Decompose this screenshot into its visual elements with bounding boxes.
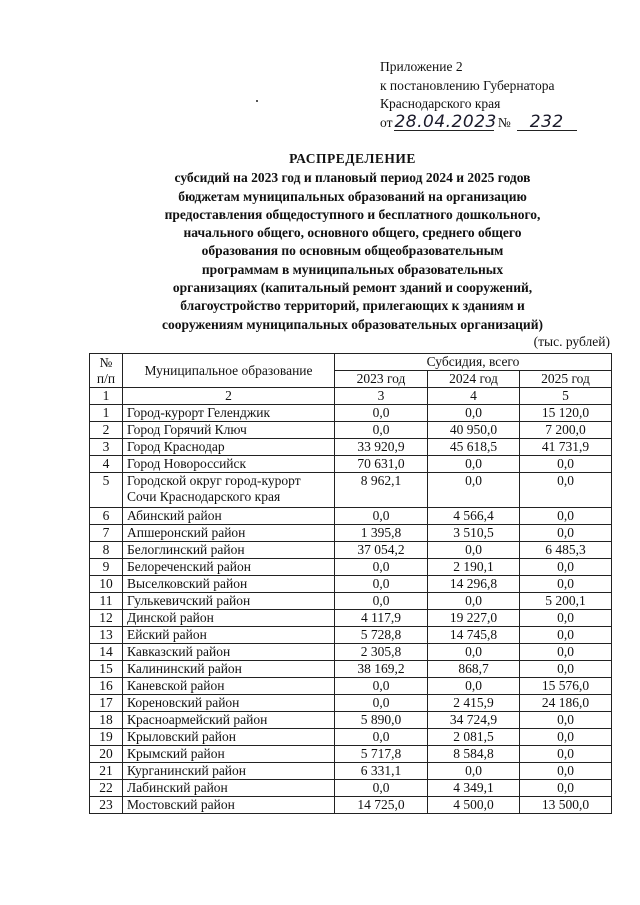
header-2024: 2024 год [428,371,520,388]
value-2025: 0,0 [520,729,612,746]
value-2025: 5 200,1 [520,593,612,610]
value-2025: 15 120,0 [520,405,612,422]
row-number: 2 [90,422,123,439]
value-2023: 2 305,8 [335,644,428,661]
table-row [90,610,612,627]
municipality-name: Город Краснодар [123,439,335,456]
row-number: 14 [90,644,123,661]
title-line: программам в муниципальных образовательных [201,261,504,277]
value-2024: 0,0 [428,678,520,695]
handwritten-number: 232 [517,114,577,131]
value-2025: 0,0 [520,763,612,780]
value-2023: 0,0 [335,422,428,439]
row-number: 9 [90,559,123,576]
index-cell: 3 [335,388,428,405]
scan-speck [256,100,258,102]
row-number: 8 [90,542,123,559]
appendix-block [380,58,630,134]
subsidy-table [89,353,612,814]
value-2024: 4 500,0 [428,797,520,814]
title-line: благоустройство территорий, прилегающих к зданиям и [180,298,525,314]
value-2023: 14 725,0 [335,797,428,814]
value-2023: 0,0 [335,508,428,525]
value-2023: 0,0 [335,695,428,712]
value-2024: 0,0 [428,473,520,508]
value-2024: 4 566,4 [428,508,520,525]
municipality-name: Город-курорт Геленджик [123,405,335,422]
table-row [90,593,612,610]
value-2024: 0,0 [428,644,520,661]
row-number: 19 [90,729,123,746]
municipality-name: Лабинский район [123,780,335,797]
municipality-name: Кореновский район [123,695,335,712]
document-title-block [100,150,605,334]
municipality-name: Курганинский район [123,763,335,780]
value-2023: 6 331,1 [335,763,428,780]
value-2024: 14 296,8 [428,576,520,593]
value-2024: 40 950,0 [428,422,520,439]
row-number: 5 [90,473,123,508]
value-2025: 0,0 [520,610,612,627]
municipality-name: Ейский район [123,627,335,644]
value-2023: 8 962,1 [335,473,428,508]
row-number: 11 [90,593,123,610]
municipality-name: Абинский район [123,508,335,525]
value-2024: 2 415,9 [428,695,520,712]
table-row [90,661,612,678]
index-cell: 5 [520,388,612,405]
value-2023: 38 169,2 [335,661,428,678]
municipality-name: Крыловский район [123,729,335,746]
municipality-name: Гулькевичский район [123,593,335,610]
table-row [90,576,612,593]
index-cell: 1 [90,388,123,405]
units-label: (тыс. рублей) [533,334,610,349]
table-row [90,542,612,559]
value-2024: 0,0 [428,763,520,780]
row-number: 3 [90,439,123,456]
title-line: начального общего, основного общего, среднего общего [183,225,522,241]
value-2025: 0,0 [520,473,612,508]
value-2023: 0,0 [335,559,428,576]
value-2024: 34 724,9 [428,712,520,729]
value-2023: 0,0 [335,405,428,422]
municipality-name: Белореченский район [123,559,335,576]
header-2025: 2025 год [520,371,612,388]
header-2023: 2023 год [335,371,428,388]
header-subsidy-total: Субсидия, всего [335,354,612,371]
row-number: 13 [90,627,123,644]
value-2023: 5 717,8 [335,746,428,763]
value-2023: 5 728,8 [335,627,428,644]
appendix-line-1: Приложение 2 [380,59,463,74]
row-number: 21 [90,763,123,780]
value-2024: 868,7 [428,661,520,678]
table-row [90,473,612,508]
value-2025: 13 500,0 [520,797,612,814]
value-2025: 0,0 [520,576,612,593]
table-body [90,388,612,814]
row-number: 4 [90,456,123,473]
row-number: 17 [90,695,123,712]
value-2025: 0,0 [520,780,612,797]
value-2025: 0,0 [520,525,612,542]
municipality-name: Город Новороссийск [123,456,335,473]
row-number: 23 [90,797,123,814]
value-2025: 24 186,0 [520,695,612,712]
table-row [90,456,612,473]
appendix-line-2: к постановлению Губернатора [380,77,555,93]
municipality-name: Динской район [123,610,335,627]
value-2023: 70 631,0 [335,456,428,473]
value-2025: 0,0 [520,627,612,644]
value-2023: 0,0 [335,729,428,746]
value-2024: 0,0 [428,542,520,559]
table-row [90,405,612,422]
document-title: РАСПРЕДЕЛЕНИЕ [289,151,416,166]
municipality-name: Городской округ город-курорт Сочи Краснодарского края [123,473,335,508]
value-2024: 45 618,5 [428,439,520,456]
value-2023: 33 920,9 [335,439,428,456]
table-row [90,644,612,661]
date-prefix: от [380,114,393,130]
value-2024: 8 584,8 [428,746,520,763]
index-cell: 4 [428,388,520,405]
value-2025: 0,0 [520,746,612,763]
title-line: сооружениям муниципальных образовательных организаций) [162,316,543,332]
row-number: 20 [90,746,123,763]
column-index-row [90,388,612,405]
value-2025: 0,0 [520,456,612,473]
table-row [90,508,612,525]
value-2025: 41 731,9 [520,439,612,456]
value-2025: 0,0 [520,712,612,729]
value-2023: 0,0 [335,678,428,695]
value-2025: 6 485,3 [520,542,612,559]
table-row [90,780,612,797]
value-2025: 0,0 [520,508,612,525]
index-cell: 2 [123,388,335,405]
row-number: 7 [90,525,123,542]
value-2024: 3 510,5 [428,525,520,542]
title-line: образования по основным общеобразовательным [201,243,504,259]
title-line: организациях (капитальный ремонт зданий и сооружений, [172,280,533,296]
table-row [90,712,612,729]
header-municipality: Муниципальное образование [123,354,335,388]
row-number: 10 [90,576,123,593]
value-2025: 0,0 [520,559,612,576]
municipality-name: Крымский район [123,746,335,763]
table-row [90,422,612,439]
value-2023: 5 890,0 [335,712,428,729]
handwritten-date: 28.04.2023 [394,111,497,132]
value-2023: 0,0 [335,780,428,797]
row-number: 12 [90,610,123,627]
row-number: 15 [90,661,123,678]
table-row [90,627,612,644]
number-sign: № [497,114,511,130]
title-line: предоставления общедоступного и бесплатного дошкольного, [164,206,541,222]
value-2024: 0,0 [428,593,520,610]
table-row [90,439,612,456]
appendix-line-3: Краснодарского края [380,96,501,111]
value-2025: 7 200,0 [520,422,612,439]
table-row [90,797,612,814]
municipality-name: Выселковский район [123,576,335,593]
value-2024: 0,0 [428,405,520,422]
value-2023: 4 117,9 [335,610,428,627]
value-2025: 15 576,0 [520,678,612,695]
table-row [90,678,612,695]
value-2024: 2 190,1 [428,559,520,576]
table-row [90,525,612,542]
row-number: 22 [90,780,123,797]
appendix-date-line [380,111,630,134]
value-2024: 4 349,1 [428,780,520,797]
municipality-name: Кавказский район [123,644,335,661]
municipality-name: Калининский район [123,661,335,678]
table-row [90,763,612,780]
value-2023: 0,0 [335,576,428,593]
value-2024: 0,0 [428,456,520,473]
municipality-name: Белоглинский район [123,542,335,559]
row-number: 6 [90,508,123,525]
value-2023: 37 054,2 [335,542,428,559]
row-number: 18 [90,712,123,729]
municipality-name: Красноармейский район [123,712,335,729]
header-num: № п/п [90,354,123,388]
row-number: 1 [90,405,123,422]
municipality-name: Каневской район [123,678,335,695]
municipality-name: Город Горячий Ключ [123,422,335,439]
table-row [90,729,612,746]
row-number: 16 [90,678,123,695]
title-line: бюджетам муниципальных образований на организацию [178,188,527,204]
municipality-name: Апшеронский район [123,525,335,542]
value-2024: 2 081,5 [428,729,520,746]
value-2025: 0,0 [520,644,612,661]
table-row [90,695,612,712]
value-2023: 0,0 [335,593,428,610]
value-2025: 0,0 [520,661,612,678]
municipality-name: Мостовский район [123,797,335,814]
value-2024: 19 227,0 [428,610,520,627]
value-2024: 14 745,8 [428,627,520,644]
table-row [90,746,612,763]
title-line: субсидий на 2023 год и плановый период 2024 и 2025 годов [174,170,531,186]
table-row [90,559,612,576]
value-2023: 1 395,8 [335,525,428,542]
